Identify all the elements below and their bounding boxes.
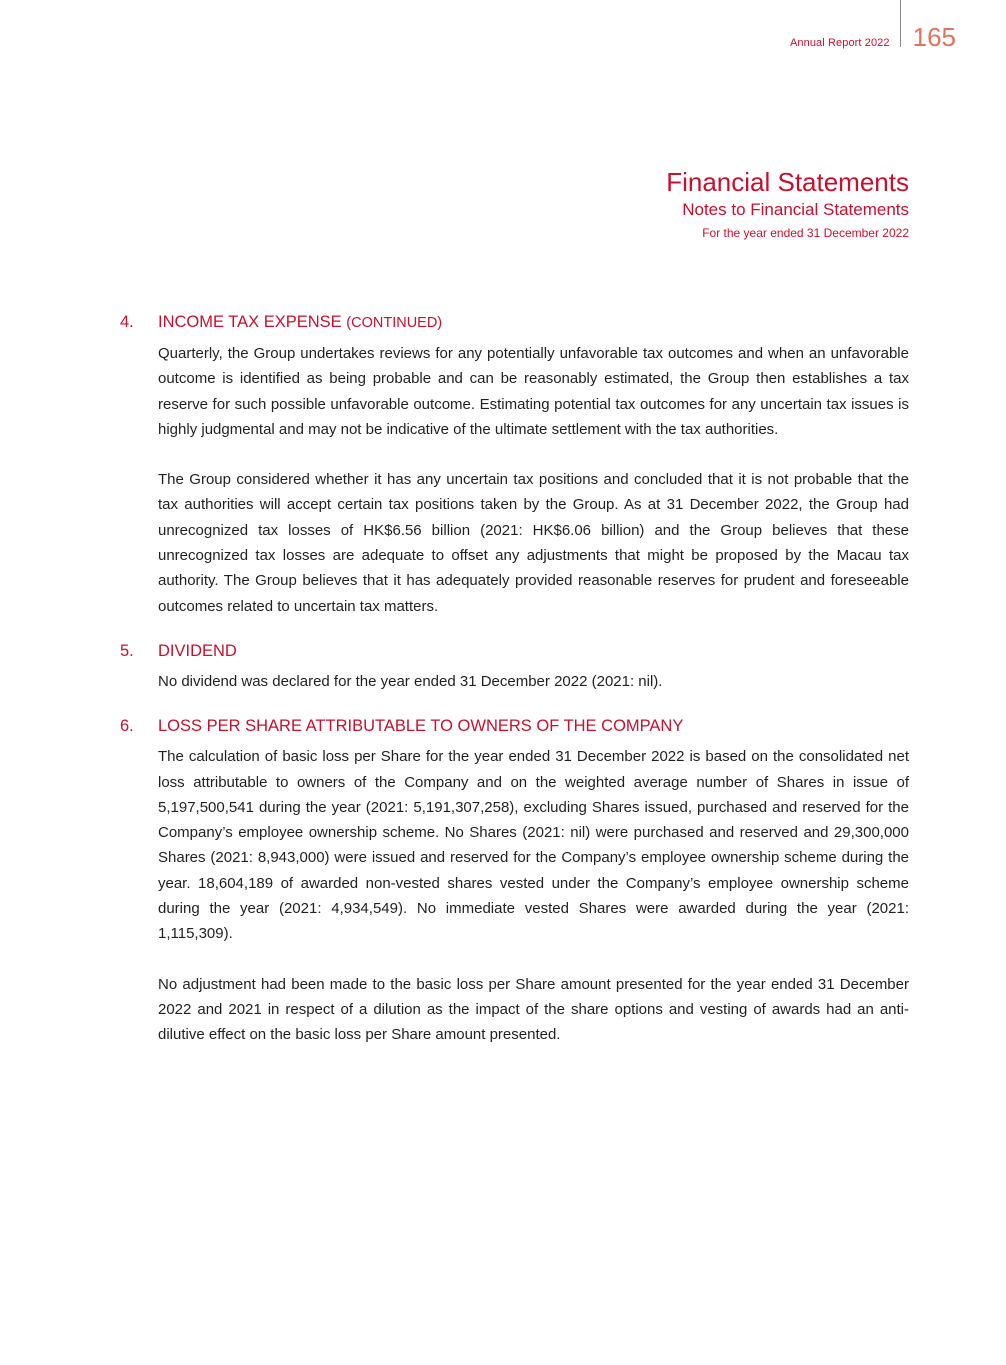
report-label: Annual Report 2022 xyxy=(789,37,890,49)
note-dividend xyxy=(120,639,909,694)
note-body xyxy=(158,669,909,694)
section-title-block xyxy=(666,166,909,243)
paragraph: The calculation of basic loss per Share for the year ended 31 December 2022 is based on the consolidated net loss attributable to owners of the Company and on the weighted average number of Shares in issue of 5,197,500,541 during the year (2021: 5,191,307,258), excluding Shares issued, purchased and reserved for the Company’s employee ownership scheme. No Shares (2021: nil) were purchased and reserved and 29,300,000 Shares (2021: 8,943,000) were issued and reserved for the Company’s employee ownership scheme during the year. 18,604,189 of awarded non-vested shares vested under the Company’s employee ownership scheme during the year (2021: 4,934,549). No immediate vested Shares were awarded during the year (2021: 1,115,309). xyxy=(158,748,909,943)
note-body xyxy=(158,341,909,619)
page-number: 165 xyxy=(912,22,956,52)
continued-label: (CONTINUED) xyxy=(346,315,443,331)
note-heading xyxy=(120,639,909,663)
notes-content xyxy=(120,310,909,1068)
note-loss-per-share xyxy=(120,714,909,1047)
note-heading xyxy=(120,310,909,335)
paragraph: No dividend was declared for the year ended 31 December 2022 (2021: nil). xyxy=(158,672,663,690)
note-body xyxy=(158,744,909,1047)
note-title: DIVIDEND xyxy=(158,641,237,660)
note-number: 4. xyxy=(120,313,134,331)
reporting-period: For the year ended 31 December 2022 xyxy=(702,226,909,240)
paragraph: No adjustment had been made to the basic loss per Share amount presented for the year ended 31 December 2022 and 2021 in respect of a dilution as the impact of the share options and vesting of awards had an anti-dilutive effect on the basic loss per Share amount presented. xyxy=(158,975,909,1044)
note-income-tax-expense xyxy=(120,310,909,619)
section-subtitle: Notes to Financial Statements xyxy=(682,200,909,219)
note-heading xyxy=(120,714,909,738)
note-title: LOSS PER SHARE ATTRIBUTABLE TO OWNERS OF THE COMPANY xyxy=(158,717,684,736)
note-number: 5. xyxy=(120,641,134,660)
paragraph: The Group considered whether it has any uncertain tax positions and concluded that it is not probable that the tax authorities will accept certain tax positions taken by the Group. As at 31 December 2022, the Group had unrecognized tax losses of HK$6.56 billion (2021: HK$6.06 billion) and the Group believes that these unrecognized tax losses are adequate to offset any adjustments that might be proposed by the Macau tax authority. The Group believes that it has adequately provided reasonable reserves for prudent and foreseeable outcomes related to uncertain tax matters. xyxy=(158,471,909,615)
section-title: Financial Statements xyxy=(666,167,909,197)
paragraph: Quarterly, the Group undertakes reviews for any potentially unfavorable tax outcomes and when an unfavorable outcome is identified as being probable and can be reasonably estimated, the Group then establishes a tax reserve for such possible unfavorable outcome. Estimating potential tax outcomes for any uncertain tax issues is highly judgmental and may not be indicative of the ultimate settlement with the tax authorities. xyxy=(158,345,909,438)
note-number: 6. xyxy=(120,717,134,736)
note-title: INCOME TAX EXPENSE (CONTINUED) xyxy=(158,313,443,331)
page-header xyxy=(790,0,956,50)
header-divider xyxy=(900,0,901,47)
